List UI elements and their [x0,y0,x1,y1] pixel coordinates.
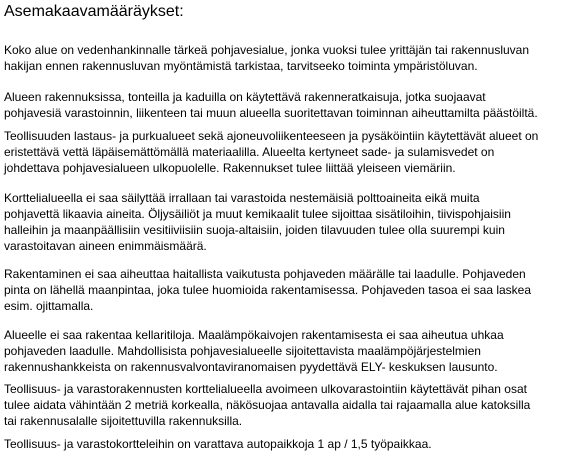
paragraph-structural-solutions [4,89,538,121]
paragraph-line: Teollisuuden lastaus- ja purkualueet sekä ajoneuvoliikenteeseen ja pysäköintiin käytettävät alueet on [4,129,539,143]
paragraph-line: eristettävä vettä läpäisemättömällä materiaalilla. Alueelta kertyneet sade- ja sulamisvedet on [4,145,495,159]
paragraph-parking [4,436,432,452]
paragraph-line: hakijan ennen rakennusluvan myöntämistä tarkistaa, tarvitseeko toiminta ympäristöluvan. [4,59,478,73]
paragraph-line: pohjavettä likaavia aineita. Öljysäiliöt ja muut kemikaalit tulee sijoittaa sisätiloihin, tiivispohjaisiin [4,207,511,221]
regulations-document [4,0,564,451]
paragraph-line: pohjavesiä varastoinnin, liikenteen tai muun alueella suoritettavan toiminnan aiheuttamilta päästöiltä. [4,106,538,120]
paragraph-fuel-storage [4,190,511,254]
paragraph-line: varastoitavan aineen enimmäismäärä. [4,239,207,253]
paragraph-basements-geothermal [4,327,504,375]
paragraph-line: Rakentaminen ei saa aiheuttaa haitallista vaikutusta pohjaveden määrälle tai laadulle. Pohjaveden [4,267,526,281]
paragraph-line: tai rakennusalalle sijoitettuvilla rakennuksilla. [4,414,243,428]
document-title: Asemakaavamääräykset: [4,3,184,20]
paragraph-construction-impact [4,266,531,314]
paragraph-line: Korttelialueella ei saa säilyttää irrallaan tai varastoida nestemäisiä polttoaineita eikä muita [4,191,480,205]
paragraph-line: Teollisuus- ja varastorakennusten korttelialueella avoimeen ulkovarastointiin käytettävät pihan osat [4,382,527,396]
paragraph-line: johdettava pohjavesialueen ulkopuolelle. Rakennukset tulee liittää yleiseen viemäriin. [4,161,456,175]
paragraph-line: rakennushankkeista on rakennusvalvontaviranomaisen pyydettävä ELY- keskuksen lausunto. [4,360,498,374]
paragraph-groundwater-area [4,42,529,74]
paragraph-loading-areas [4,128,538,176]
paragraph-line: Koko alue on vedenhankinnalle tärkeä pohjavesialue, jonka vuoksi tulee yrittäjän tai rakennusluvan [4,43,530,57]
paragraph-line: halleihin ja maanpäällisiin vesitiiviisiin suoja-altaisiin, joiden tilavuuden tulee olla suurempi kuin [4,223,505,237]
paragraph-line: Alueen rakennuksissa, tonteilla ja kaduilla on käytettävä rakenneratkaisuja, jotka suojaavat [4,90,486,104]
paragraph-line: Alueelle ei saa rakentaa kellaritiloja. Maalämpökaivojen rakentamisesta ei saa aiheutua uhkaa [4,328,504,342]
paragraph-line: Teollisuus- ja varastokortteleihin on varattava autopaikkoja 1 ap / 1,5 työpaikkaa. [4,437,432,451]
paragraph-line: tulee aidata vähintään 2 metriä korkealla, näkösuojaa antavalla aidalla tai rajaamalla alue katoksilla [4,398,531,412]
paragraph-line: esim. ojittamalla. [4,299,94,313]
paragraph-outdoor-storage [4,381,530,429]
paragraph-line: pohjaveden laadulle. Mahdollisista pohjavesialueelle sijoitettavista maalämpöjärjestelmien [4,344,481,358]
paragraph-line: pinta on lähellä maanpintaa, joka tulee huomioida rakentamisessa. Pohjaveden tasoa ei saa laskea [4,283,532,297]
